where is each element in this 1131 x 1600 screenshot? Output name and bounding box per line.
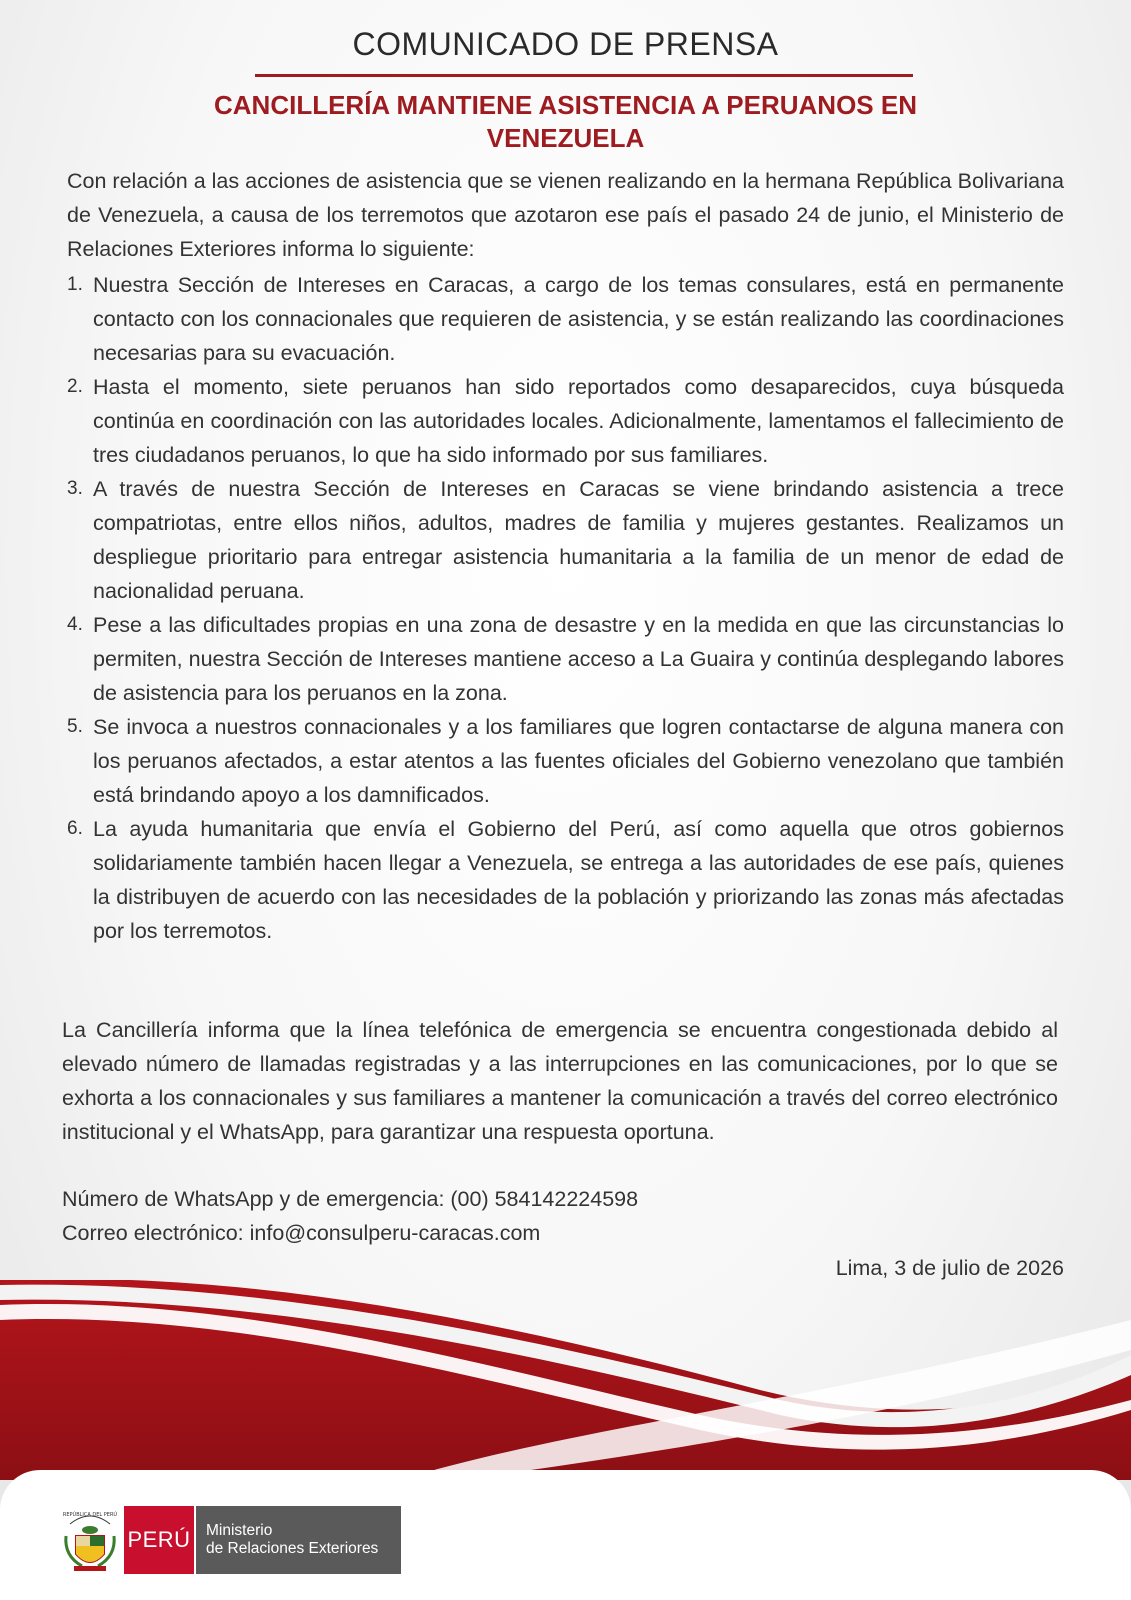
seal-text: REPÚBLICA DEL PERÚ [62,1512,118,1518]
document-date: Lima, 3 de julio de 2026 [835,1256,1064,1280]
list-item-text: Se invoca a nuestros connacionales y a los familiares que logren contactarse de alguna manera con los peruanos afectados, a estar atentos a las fuentes oficiales del Gobierno venezolano que también está brindando apoyo a los damnificados. [93,715,1064,807]
list-item [67,710,1064,812]
whatsapp-contact: Número de WhatsApp y de emergencia: (00) 584142224598 [62,1187,639,1211]
ministry-brand-box [196,1506,401,1574]
flag-ribbon-decoration [0,1280,1131,1480]
ministry-line-1: Ministerio [206,1522,273,1539]
headline [100,89,1031,155]
closing-paragraph: La Cancillería informa que la línea telefónica de emergencia se encuentra congestionada debido al elevado número de llamadas registradas y a las interrupciones en las comunicaciones, por lo que se exhorta a los connacionales y sus familiares a mantener la comunicación a través del correo electrónico institucional y el WhatsApp, para garantizar una respuesta oportuna. [62,1018,1058,1144]
list-item-number: 6. [67,818,83,839]
list-item-text: A través de nuestra Sección de Intereses en Caracas se viene brindando asistencia a trece compatriotas, entre ellos niños, adultos, madres de familia y mujeres gestantes. Realizamos un despliegue prioritario para entregar asistencia humanitaria a la familia de un menor de edad de nacionalidad peruana. [93,477,1064,603]
list-item-number: 5. [67,716,83,737]
list-item-number: 4. [67,614,83,635]
list-item-number: 3. [67,478,83,499]
list-item-text: La ayuda humanitaria que envía el Gobierno del Perú, así como aquella que otros gobiernos solidariamente también hacen llegar a Venezuela, se entrega a las autoridades de ese país, quienes la distribuyen de acuerdo con las necesidades de la población y priorizando las zonas más afectadas por los terremotos. [93,817,1064,943]
peru-brand-box: PERÚ [124,1506,194,1574]
numbered-list [67,268,1064,948]
list-item-text: Nuestra Sección de Intereses en Caracas, a cargo de los temas consulares, está en permanente contacto con los connacionales que requieren de asistencia, y se están realizando las coordinaciones necesarias para su evacuación. [93,273,1064,365]
list-item-number: 1. [67,274,83,295]
list-item-text: Pese a las dificultades propias en una zona de desastre y en la medida en que las circunstancias lo permiten, nuestra Sección de Intereses mantiene acceso a La Guaira y continúa desplegando labores de asistencia para los peruanos en la zona. [93,613,1064,705]
header-title: COMUNICADO DE PRENSA [352,26,779,62]
list-item [67,608,1064,710]
coat-of-arms-icon [62,1506,118,1574]
list-item [67,812,1064,948]
list-item [67,472,1064,608]
list-item [67,370,1064,472]
list-item [67,268,1064,370]
headline-line-1: CANCILLERÍA MANTIENE ASISTENCIA A PERUANOS EN [214,90,917,120]
headline-line-2: VENEZUELA [486,123,645,153]
list-item-text: Hasta el momento, siete peruanos han sido reportados como desaparecidos, cuya búsqueda continúa en coordinación con las autoridades locales. Adicionalmente, lamentamos el fallecimiento de tres ciudadanos peruanos, lo que ha sido informado por sus familiares. [93,375,1064,467]
ministry-line-2: de Relaciones Exteriores [206,1540,379,1557]
intro-paragraph: Con relación a las acciones de asistencia que se vienen realizando en la hermana República Bolivariana de Venezuela, a causa de los terremotos que azotaron ese país el pasado 24 de junio, el Ministerio de Relaciones Exteriores informa lo siguiente: [67,169,1064,261]
list-item-number: 2. [67,376,83,397]
header-rule [255,74,913,77]
email-contact: Correo electrónico: info@consulperu-caracas.com [62,1221,541,1245]
